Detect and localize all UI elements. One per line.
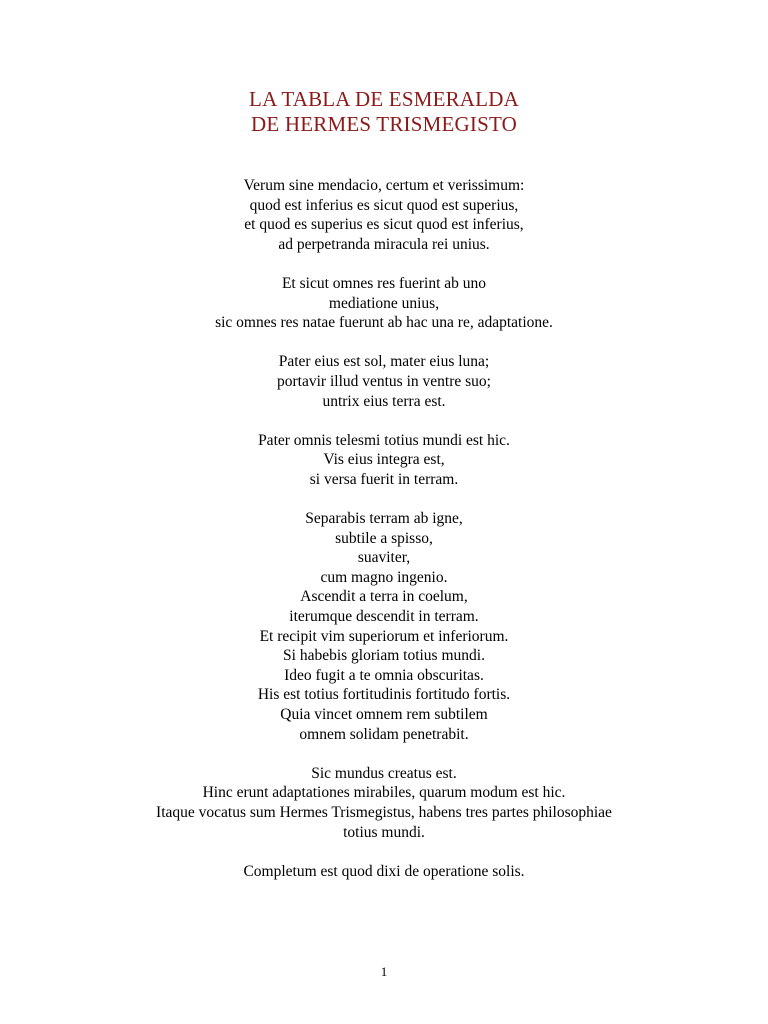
- poem-line: si versa fuerit in terram.: [309, 470, 459, 488]
- stanza: [0, 509, 768, 744]
- page-number: 1: [380, 964, 388, 979]
- poem-line: sic omnes res natae fuerunt ab hac una re, adaptatione.: [215, 314, 553, 332]
- stanza: [0, 431, 768, 490]
- poem-line: portavir illud ventus in ventre suo;: [277, 372, 491, 390]
- poem-line: Ascendit a terra in coelum,: [300, 588, 468, 606]
- poem-line: Separabis terram ab igne,: [305, 510, 463, 528]
- document-title: [0, 87, 768, 137]
- poem-line: et quod es superius es sicut quod est inferius,: [244, 216, 524, 234]
- poem-line: untrix eius terra est.: [322, 392, 446, 410]
- poem-line: mediatione unius,: [328, 294, 440, 312]
- poem-line: Vis eius integra est,: [323, 451, 445, 469]
- poem-line: quod est inferius es sicut quod est superius,: [249, 196, 519, 214]
- poem-line: ad perpetranda miracula rei unius.: [278, 235, 490, 253]
- poem-line: Et recipit vim superiorum et inferiorum.: [259, 627, 509, 645]
- title-line-2: DE HERMES TRISMEGISTO: [251, 112, 517, 136]
- poem-line: Pater eius est sol, mater eius luna;: [278, 353, 490, 371]
- poem-line: iterumque descendit in terram.: [289, 608, 479, 626]
- poem-body: [0, 176, 768, 901]
- poem-line: Itaque vocatus sum Hermes Trismegistus, habens tres partes philosophiae: [156, 804, 612, 821]
- poem-line: Completum est quod dixi de operatione solis.: [243, 862, 525, 880]
- stanza: [0, 274, 768, 333]
- stanza: [0, 862, 768, 882]
- title-line-1: LA TABLA DE ESMERALDA: [249, 87, 519, 111]
- poem-line: cum magno ingenio.: [320, 568, 448, 586]
- stanza: [0, 352, 768, 411]
- poem-line: omnem solidam penetrabit.: [299, 725, 469, 743]
- poem-line: Hinc erunt adaptationes mirabiles, quarum modum est hic.: [202, 784, 566, 802]
- poem-line: totius mundi.: [343, 823, 425, 841]
- stanza: [0, 176, 768, 254]
- poem-line: Si habebis gloriam totius mundi.: [283, 647, 485, 665]
- poem-line: Pater omnis telesmi totius mundi est hic.: [258, 431, 510, 449]
- poem-line: His est totius fortitudinis fortitudo fortis.: [257, 686, 511, 704]
- poem-line: Verum sine mendacio, certum et verissimum:: [243, 177, 525, 194]
- poem-line: Ideo fugit a te omnia obscuritas.: [284, 666, 484, 684]
- stanza: [0, 764, 768, 842]
- poem-line: Quia vincet omnem rem subtilem: [280, 706, 488, 724]
- poem-line: suaviter,: [357, 549, 411, 567]
- poem-line: Et sicut omnes res fuerint ab uno: [281, 274, 487, 292]
- poem-line: subtile a spisso,: [335, 529, 433, 547]
- poem-line: Sic mundus creatus est.: [311, 764, 457, 782]
